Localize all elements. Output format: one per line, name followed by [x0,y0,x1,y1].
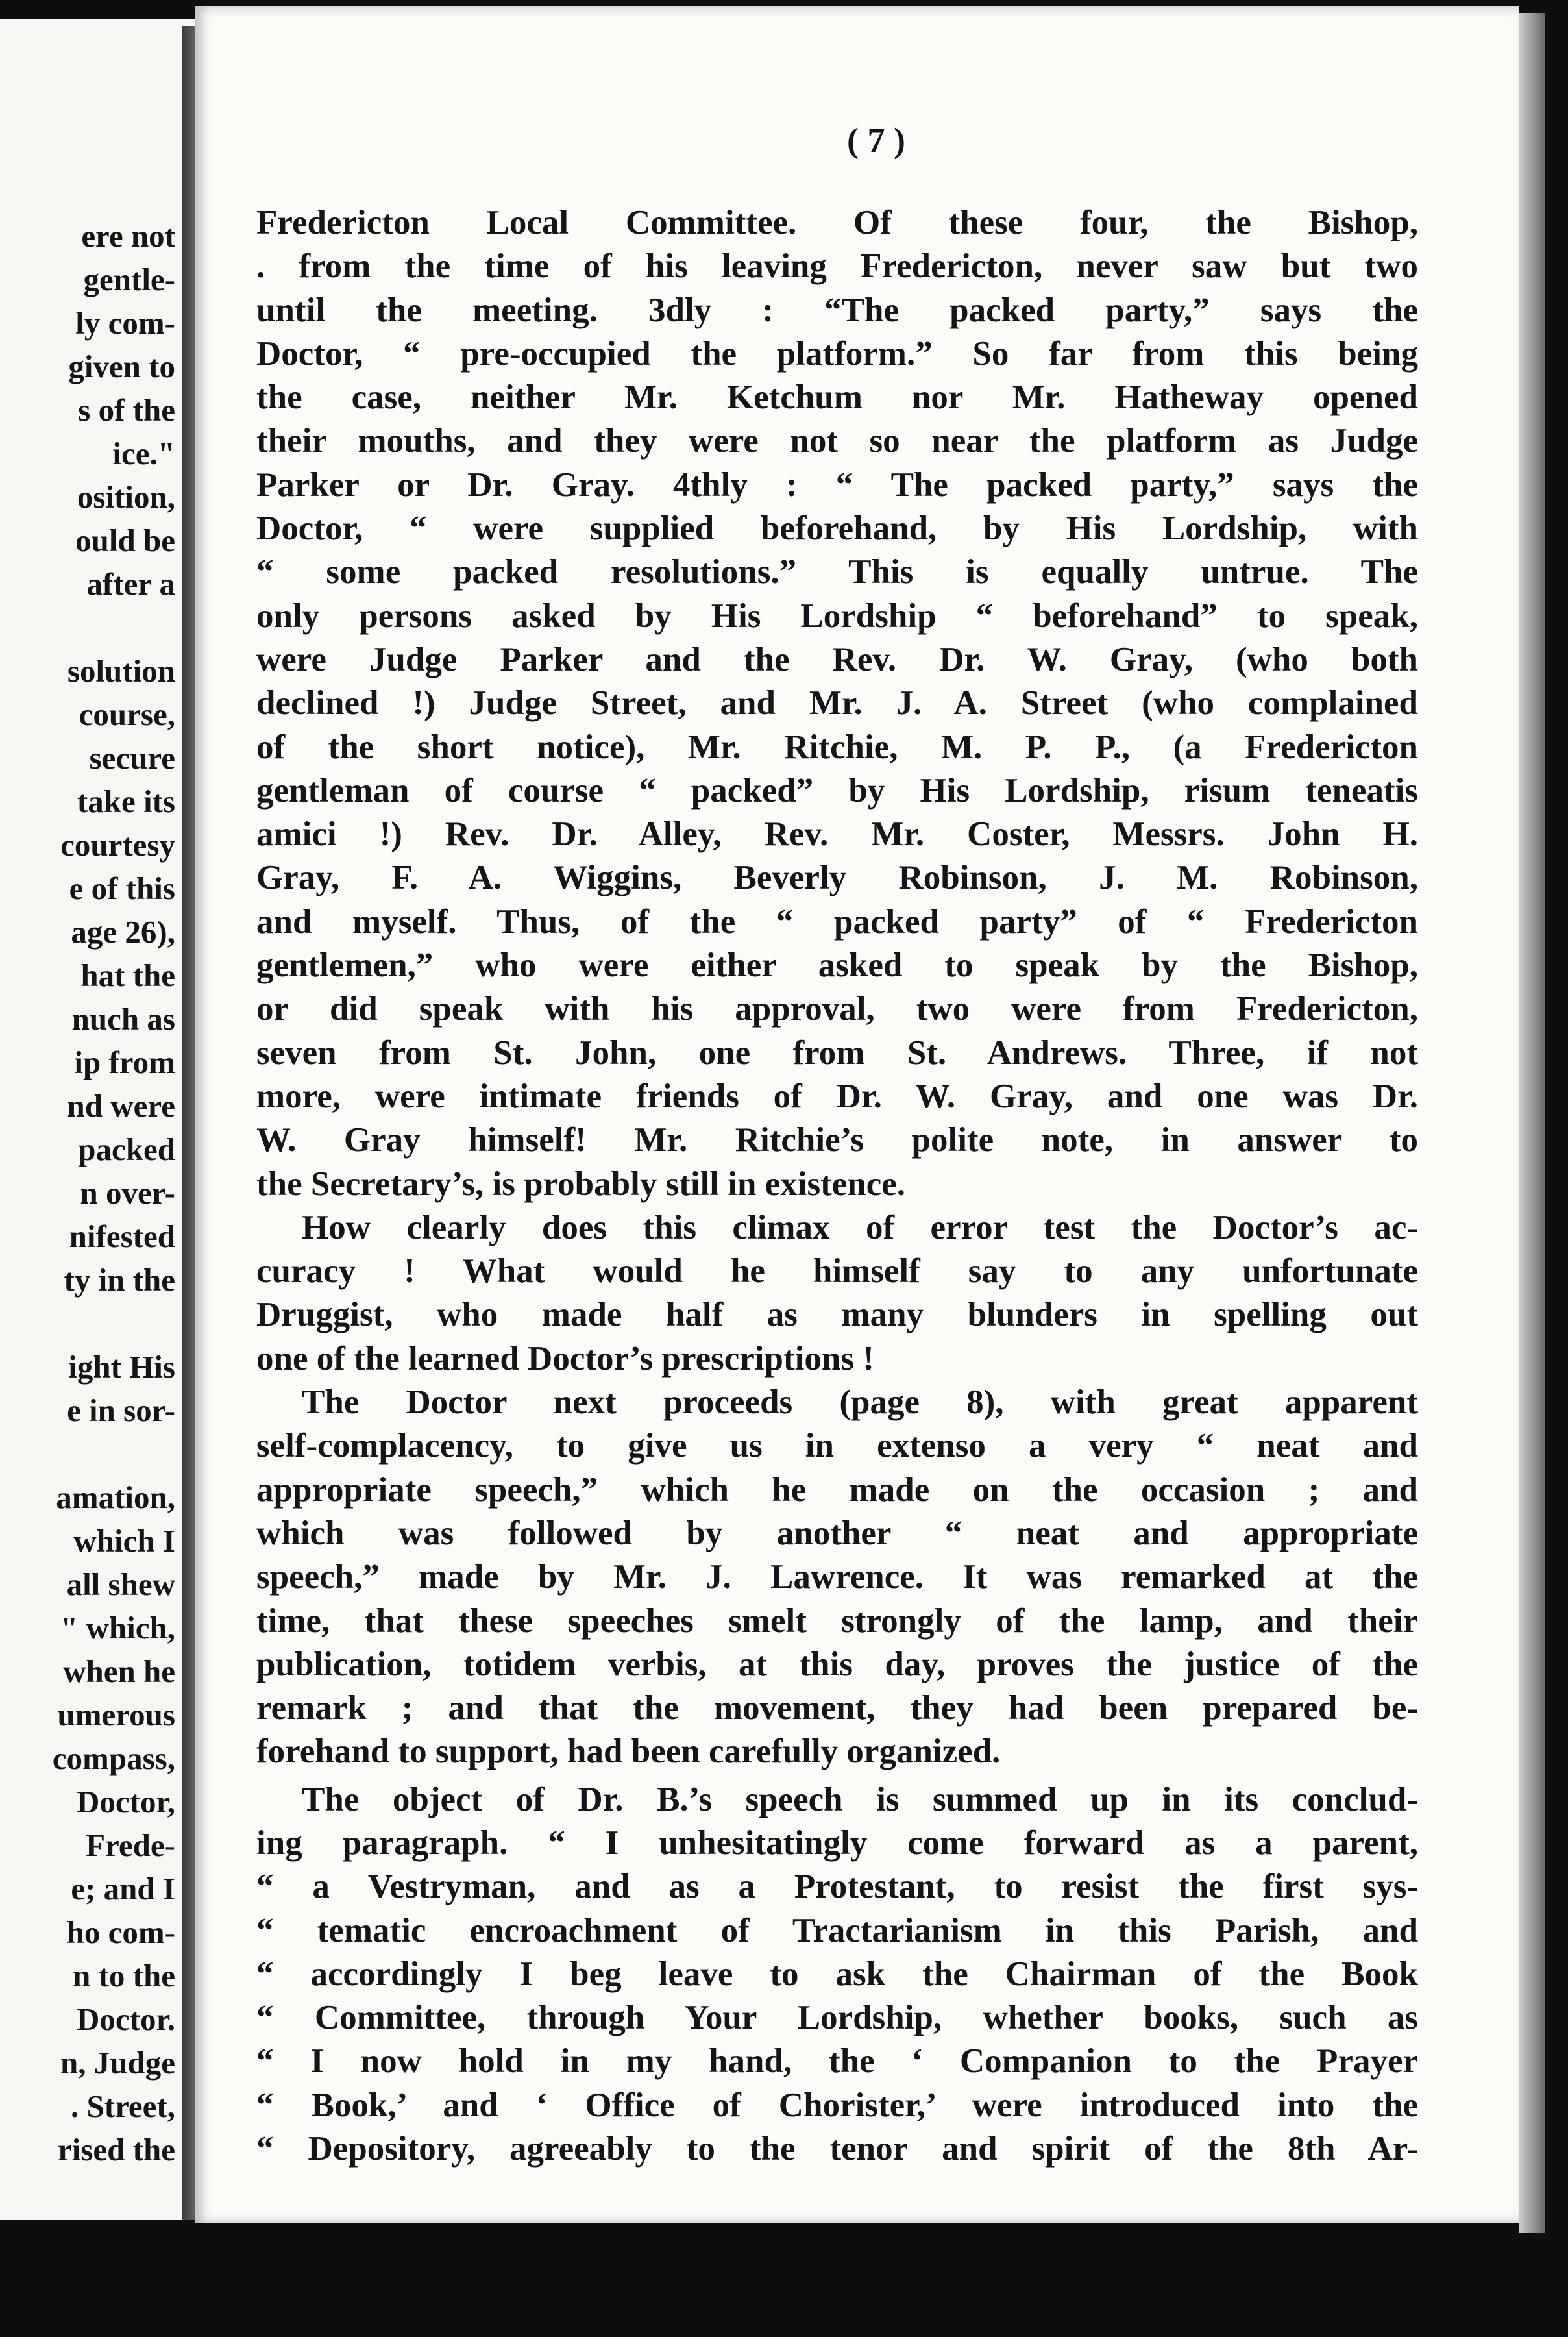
text-line: ing paragraph. “ I unhesitatingly come forward as a parent, [256,1824,1418,1862]
text-line: and myself. Thus, of the “ packed party” of “ Fredericton [256,902,1418,941]
left-page-line: compass, [52,1740,175,1776]
text-line: their mouths, and they were not so near the platform as Judge [256,422,1418,460]
left-page-line: e of this [69,871,175,906]
left-page-line: solution [67,653,175,689]
text-line: the case, neither Mr. Ketchum nor Mr. Hatheway opened [256,378,1418,417]
page-number: ( 7 ) [847,121,905,160]
text-line: “ a Vestryman, and as a Protestant, to resist the first sys- [256,1868,1418,1906]
text-line: W. Gray himself! Mr. Ritchie’s polite note, in answer to [256,1121,1418,1159]
text-line: speech,” made by Mr. J. Lawrence. It was remarked at the [256,1558,1418,1596]
left-page-line: gentle- [83,262,175,297]
text-line: curacy ! What would he himself say to any unfortunate [256,1252,1418,1291]
text-line: remark ; and that the movement, they had been prepared be- [256,1689,1418,1727]
text-line: “ tematic encroachment of Tractarianism in this Parish, and [256,1911,1418,1949]
text-line: one of the learned Doctor’s prescriptions ! [256,1339,874,1378]
left-page-text [0,214,175,2171]
text-line: gentlemen,” who were either asked to speak by the Bishop, [256,946,1418,985]
left-page-line: ice." [112,436,175,471]
left-page-line: take its [77,784,175,819]
left-page-line: Frede- [86,1827,175,1863]
text-line: the Secretary’s, is probably still in existence. [256,1165,906,1203]
left-page-line: umerous [57,1697,175,1733]
left-page-line [0,1432,175,1476]
text-line: How clearly does this climax of error test the Doctor’s ac- [302,1208,1418,1246]
text-line: “ Depository, agreeably to the tenor and spirit of the 8th Ar- [256,2130,1418,2168]
left-page-line: ight His [68,1349,175,1385]
left-page-line: nd were [67,1088,175,1124]
left-page-line: nifested [69,1218,175,1254]
text-line: “ some packed resolutions.” This is equally untrue. The [256,553,1418,591]
left-page [0,19,195,2220]
text-line: appropriate speech,” which he made on the occasion ; and [256,1470,1418,1509]
left-page-line: rised the [58,2132,175,2168]
text-line: self-complacency, to give us in extenso a very “ neat and [256,1427,1418,1465]
text-line: only persons asked by His Lordship “ beforehand” to speak, [256,597,1418,635]
left-page-line: courtesy [60,827,175,863]
text-line: “ Committee, through Your Lordship, whether books, such as [256,1999,1418,2037]
left-page-line: ere not [81,218,175,254]
text-line: time, that these speeches smelt strongly of the lamp, and their [256,1601,1418,1640]
left-page-line: hat the [80,958,175,993]
left-page-line: packed [78,1131,175,1167]
text-line: Parker or Dr. Gray. 4thly : “ The packed party,” says the [256,465,1418,504]
left-page-line: course, [79,697,175,732]
page-edge [1519,13,1545,2233]
left-page-line: after a [86,566,175,602]
left-page-line: when he [63,1653,175,1689]
text-line: were Judge Parker and the Rev. Dr. W. Gray, (who both [256,640,1418,678]
left-page-line: s of the [78,392,175,428]
text-line: declined !) Judge Street, and Mr. J. A. Street (who complained [256,684,1418,723]
left-page-line: ty in the [64,1262,175,1298]
left-page-line: e in sor- [67,1392,175,1428]
text-line: which was followed by another “ neat and appropriate [256,1514,1418,1552]
text-line: The object of Dr. B.’s speech is summed up in its conclud- [302,1780,1418,1818]
left-page-line: e; and I [71,1871,175,1907]
left-page-line: Doctor, [77,1784,175,1820]
left-page-line: . Street, [71,2088,175,2124]
left-page-line: osition, [77,479,175,515]
right-page [195,6,1519,2223]
left-page-line: all shew [66,1566,175,1602]
left-page-line: ly com- [75,305,175,341]
left-page-line: amation, [56,1479,175,1515]
left-page-line: which I [73,1523,175,1559]
text-line: seven from St. John, one from St. Andrews. Three, if not [256,1033,1418,1072]
left-page-line: age 26), [71,914,175,950]
left-page-line [0,606,175,649]
left-page-line: n to the [73,1958,175,1994]
text-line: The Doctor next proceeds (page 8), with great apparent [302,1383,1418,1422]
left-page-line: ould be [75,523,175,558]
left-page-line: n, Judge [60,2045,175,2081]
text-line: forehand to support, had been carefully organized. [256,1733,1001,1771]
left-page-line: ho com- [66,1914,175,1950]
text-line: gentleman of course “ packed” by His Lordship, risum teneatis [256,771,1418,810]
left-page-line: n over- [80,1175,175,1211]
text-line: Fredericton Local Committee. Of these four, the Bishop, [256,204,1418,241]
text-line: of the short notice), Mr. Ritchie, M. P. P., (a Fredericton [256,728,1418,766]
body-text [256,201,1418,2171]
text-line: Druggist, who made half as many blunders in spelling out [256,1296,1418,1334]
text-line: Doctor, “ pre-occupied the platform.” So far from this being [256,334,1418,373]
text-line: publication, totidem verbis, at this day, proves the justice of the [256,1645,1418,1683]
left-page-line: given to [68,349,175,384]
left-page-line: ip from [74,1045,175,1080]
text-line: amici !) Rev. Dr. Alley, Rev. Mr. Coster, Messrs. John H. [256,815,1418,854]
text-line: or did speak with his approval, two were from Fredericton, [256,990,1418,1028]
text-line: Gray, F. A. Wiggins, Beverly Robinson, J. M. Robinson, [256,859,1418,897]
text-line: until the meeting. 3dly : “The packed party,” says the [256,291,1418,329]
left-page-line: secure [89,740,175,776]
text-line: “ accordingly I beg leave to ask the Chairman of the Book [256,1955,1418,1993]
left-page-line: " which, [60,1610,175,1646]
text-line: “ Book,’ and ‘ Office of Chorister,’ were introduced into the [256,2086,1418,2124]
text-line: Doctor, “ were supplied beforehand, by His Lordship, with [256,510,1418,548]
left-page-line: Doctor. [77,2001,175,2037]
text-line: “ I now hold in my hand, the ‘ Companion to the Prayer [256,2042,1418,2081]
text-line: more, were intimate friends of Dr. W. Gray, and one was Dr. [256,1077,1418,1115]
text-line: . from the time of his leaving Fredericton, never saw but two [256,247,1418,286]
left-page-line: nuch as [71,1001,175,1037]
left-page-line [0,1302,175,1345]
